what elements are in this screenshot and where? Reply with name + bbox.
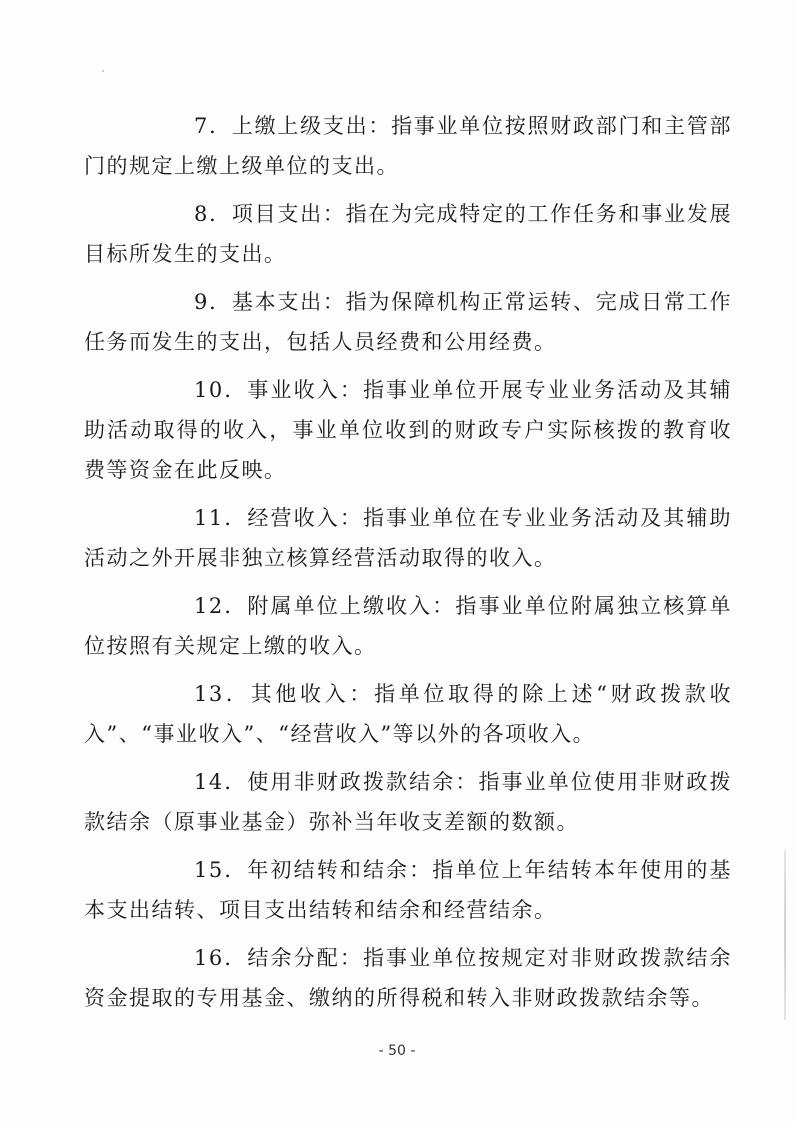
paragraph-item-8: 8．项目支出：指在为完成特定的工作任务和事业发展目标所发生的支出。 <box>84 202 732 266</box>
scan-artifact <box>102 70 104 72</box>
paragraph-item-11: 11．经营收入：指事业单位在专业业务活动及其辅助活动之外开展非独立核算经营活动取得的收入。 <box>84 506 732 570</box>
paragraph-item-15: 15．年初结转和结余：指单位上年结转本年使用的基本支出结转、项目支出结转和结余和经营结余。 <box>84 858 732 922</box>
document-body <box>84 106 732 1026</box>
paragraph-item-10: 10．事业收入：指事业单位开展专业业务活动及其辅助活动取得的收入，事业单位收到的财政专户实际核拨的教育收费等资金在此反映。 <box>84 378 732 482</box>
paragraph-item-16: 16．结余分配：指事业单位按规定对非财政拨款结余资金提取的专用基金、缴纳的所得税和转入非财政拨款结余等。 <box>84 946 732 1010</box>
paragraph-item-7: 7．上缴上级支出：指事业单位按照财政部门和主管部门的规定上缴上级单位的支出。 <box>84 114 732 178</box>
page-number: - 50 - <box>378 1043 416 1059</box>
scan-edge-mark <box>784 850 786 1020</box>
paragraph-item-14: 14．使用非财政拨款结余：指事业单位使用非财政拨款结余（原事业基金）弥补当年收支差额的数额。 <box>84 770 732 834</box>
paragraph-item-12: 12．附属单位上缴收入：指事业单位附属独立核算单位按照有关规定上缴的收入。 <box>84 594 732 658</box>
paragraph-item-13: 13．其他收入：指单位取得的除上述“财政拨款收入”、“事业收入”、“经营收入”等以外的各项收入。 <box>84 682 732 746</box>
paragraph-item-9: 9．基本支出：指为保障机构正常运转、完成日常工作任务而发生的支出，包括人员经费和公用经费。 <box>84 290 732 354</box>
